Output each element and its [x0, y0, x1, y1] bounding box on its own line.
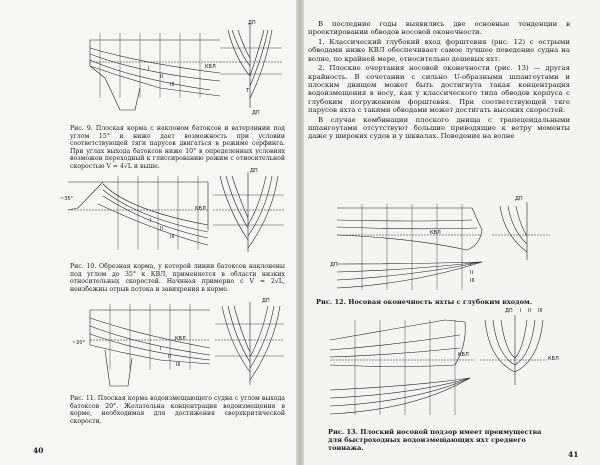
fig10-label-dp: ДП: [250, 168, 258, 174]
fig11-label-angle: ~20°: [72, 340, 86, 346]
fig9-label-dp: ДП: [248, 20, 256, 26]
fig11-drawing: [80, 300, 285, 390]
fig9-label-3: III: [170, 82, 175, 88]
fig10-label-3: III: [170, 234, 175, 240]
paragraph-4: В случае комбинации плоского днища с трапецеидальными шпангоутами отсутствуют большие приводящие к ветру моменты даже у широких судов и у шквалах. Поведение на волне: [308, 115, 570, 141]
fig11-label-kvl: КВЛ: [175, 336, 186, 342]
fig10-label-1: I: [150, 218, 152, 224]
fig10-label-angle: ~35°: [60, 196, 74, 202]
fig12-label-1: I: [470, 262, 472, 268]
fig12-drawing: [332, 200, 552, 295]
fig10-drawing: [58, 170, 288, 255]
fig10-caption: Рис. 10. Обрезная корма, у которой линии батоксов наклонены под углом до 35° к КВЛ, применяется в области низких относительных скоростей. Начиная примерно с V = 2√L, неизбежны отрыв потока и завихрения в корме.: [70, 263, 285, 293]
fig9-caption: Рис. 9. Плоская корма с наклоном батоксов и ватерлинии под углом 15° и ниже дает возможность при условии соответствующей тяги парусов двигаться в режиме серфинга. При углах выхода батоксов ниже 10° в определенных условиях возможен переходный к глиссированию режим с относительной скоростью V = 4√L и выше.: [70, 125, 285, 170]
fig12-label-dp: ДП: [515, 196, 523, 202]
fig13-label-2: II: [528, 308, 531, 314]
paragraph-1: В последние годы выявились две основные тенденции в проектировании обводов носовой оконечности.: [308, 20, 570, 37]
left-page-number: 40: [33, 446, 44, 455]
right-page-number: 41: [568, 450, 579, 459]
fig11-caption: Рис. 11. Плоская корма водоизмещающего судна с углом выхода батоксов 20°. Желательна концентрация водоизмещения в корме, необходимая для достижения сверхкритической скорости.: [70, 395, 285, 425]
fig13-label-dp: ДП: [505, 308, 513, 314]
fig11-label-3: III: [176, 362, 181, 368]
fig9-drawing: [60, 18, 285, 123]
fig11-label-1: I: [160, 346, 162, 352]
paragraph-2: 1. Классический глубокий вход форштевня (рис. 12) с острыми обводами ниже КВЛ обеспечивает самое лучшее поведение судна на волне, по крайней мере, относительно дешевых яхт.: [308, 38, 570, 63]
paragraph-3: 2. Плоские очертания носовой оконечности (рис. 13) — другая крайность. В сочетании с сильно U-образными шпангоутами и плоским днищем может быть достигнута такая концентрация водоизмещения в носу, как у классического типа обводов корпуса с глубоким погружением форштевня. При соответствующей тяге парусов яхта с такими обводами может достигать высоких скоростей.: [308, 64, 570, 114]
fig9-label-dp2: ДП: [252, 110, 260, 116]
book-spine: [296, 0, 304, 465]
fig9-label-2: II: [160, 74, 163, 80]
fig13-caption: Рис. 13. Плоский носовой подзор имеет преимущества для быстроходных водоизмещающих яхт среднего тоннажа.: [328, 428, 542, 452]
fig13-drawing: [325, 310, 550, 420]
fig12-label-3: III: [470, 278, 475, 284]
fig11-label-dp: ДП: [262, 298, 270, 304]
fig12-label-kvl: КВЛ: [430, 230, 441, 236]
fig13-label-kvl2: КВЛ: [548, 356, 559, 362]
fig9-label-1: I: [148, 66, 150, 72]
fig10-label-2: II: [160, 226, 163, 232]
fig11-label-2: II: [168, 354, 171, 360]
fig12-caption: Рис. 12. Носовая оконечность яхты с глубоким входом.: [316, 298, 532, 306]
fig13-label-1: I: [520, 308, 522, 314]
fig10-label-kvl: КВЛ: [195, 206, 206, 212]
body-text: [308, 20, 570, 142]
fig9-label-kvl: КВЛ: [205, 64, 216, 70]
fig12-label-dp2: ДП: [330, 262, 338, 268]
fig9-label-t: Т: [246, 88, 250, 94]
fig13-label-3: III: [538, 308, 543, 314]
fig13-label-kvl: КВЛ: [458, 352, 469, 358]
fig12-label-2: II: [470, 270, 473, 276]
